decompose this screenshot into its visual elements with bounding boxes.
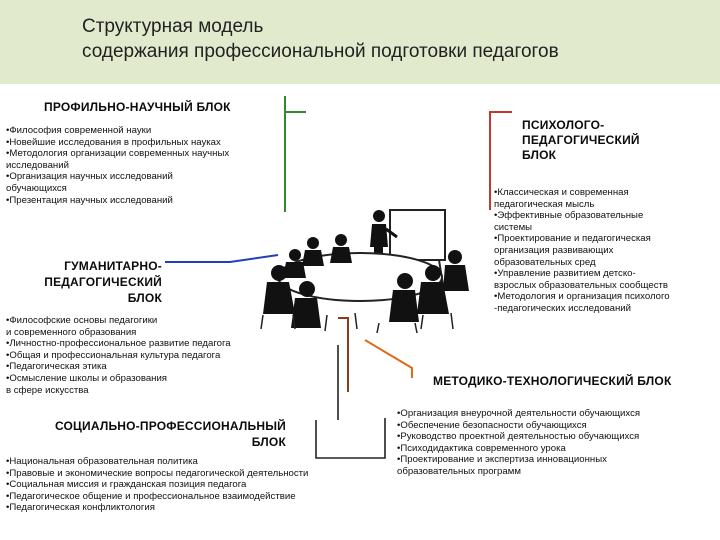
social-block-list xyxy=(6,456,386,514)
list-item: •Философия современной науки xyxy=(6,125,152,136)
list-item: •Руководство проектной деятельностью обучающихся xyxy=(397,431,640,443)
list-item: •Организация научных исследований обучающихся xyxy=(6,171,173,194)
method-block-list xyxy=(397,408,717,478)
list-item: •Педагогическая конфликтология xyxy=(6,502,155,514)
psych-block-list xyxy=(494,187,716,315)
list-item: •Проектирование и экспертиза инновационных образовательных программ xyxy=(397,454,607,477)
list-item: •Эффективные образовательные системы xyxy=(494,210,644,233)
list-item: •Психодидактика современного урока xyxy=(397,442,566,454)
profile-block-list xyxy=(6,125,296,206)
human-block-list xyxy=(6,315,306,396)
list-item: •Личностно-профессиональное развитие педагога xyxy=(6,338,231,350)
connector-profile xyxy=(285,96,306,112)
list-item: •Осмысление школы и образования в сфере искусства xyxy=(6,372,168,396)
connector-method xyxy=(365,340,412,378)
list-item: •Проектирование и педагогическая организация развивающих образовательных сред xyxy=(494,233,651,268)
list-item: •Методология организации современных научных исследований xyxy=(6,148,230,171)
title-line-2: содержания профессиональной подготовки педагогов xyxy=(82,41,559,62)
list-item: •Презентация научных исследований xyxy=(6,194,173,206)
meeting-illustration xyxy=(255,185,480,335)
connector-social xyxy=(316,418,385,458)
list-item: •Обеспечение безопасности обучающихся xyxy=(397,419,587,431)
psych-block-title: ПСИХОЛОГО- ПЕДАГОГИЧЕСКИЙ БЛОК xyxy=(522,118,640,162)
list-item: •Управление развитием детско- взрослых образовательных сообществ xyxy=(494,268,668,291)
human-block-title: ГУМАНИТАРНО- ПЕДАГОГИЧЕСКИЙ БЛОК xyxy=(44,259,162,305)
list-item: •Философские основы педагогики и современного образования xyxy=(6,315,158,338)
list-item: •Методология и организация психолого -педагогических исследований xyxy=(494,291,670,314)
list-item: •Общая и профессиональная культура педагога xyxy=(6,349,221,361)
profile-block-title: ПРОФИЛЬНО-НАУЧНЫЙ БЛОК xyxy=(44,100,231,114)
title-line-1: Структурная модель xyxy=(82,16,264,37)
method-block-title: МЕТОДИКО-ТЕХНОЛОГИЧЕСКИЙ БЛОК xyxy=(433,374,672,388)
list-item: •Правовые и экономические вопросы педагогической деятельности xyxy=(6,467,309,479)
list-item: •Организация внеурочной деятельности обучающихся xyxy=(397,408,641,419)
social-block-title: СОЦИАЛЬНО-ПРОФЕССИОНАЛЬНЫЙ БЛОК xyxy=(54,419,286,449)
list-item: •Классическая и современная педагогическая мысль xyxy=(494,187,629,210)
list-item: •Новейшие исследования в профильных науках xyxy=(6,136,221,148)
list-item: •Национальная образовательная политика xyxy=(6,456,198,467)
list-item: •Социальная миссия и гражданская позиция педагога xyxy=(6,479,247,491)
list-item: •Педагогическая этика xyxy=(6,361,107,373)
list-item: •Педагогическое общение и профессиональное взаимодействие xyxy=(6,490,296,502)
connector-psych xyxy=(490,112,512,180)
